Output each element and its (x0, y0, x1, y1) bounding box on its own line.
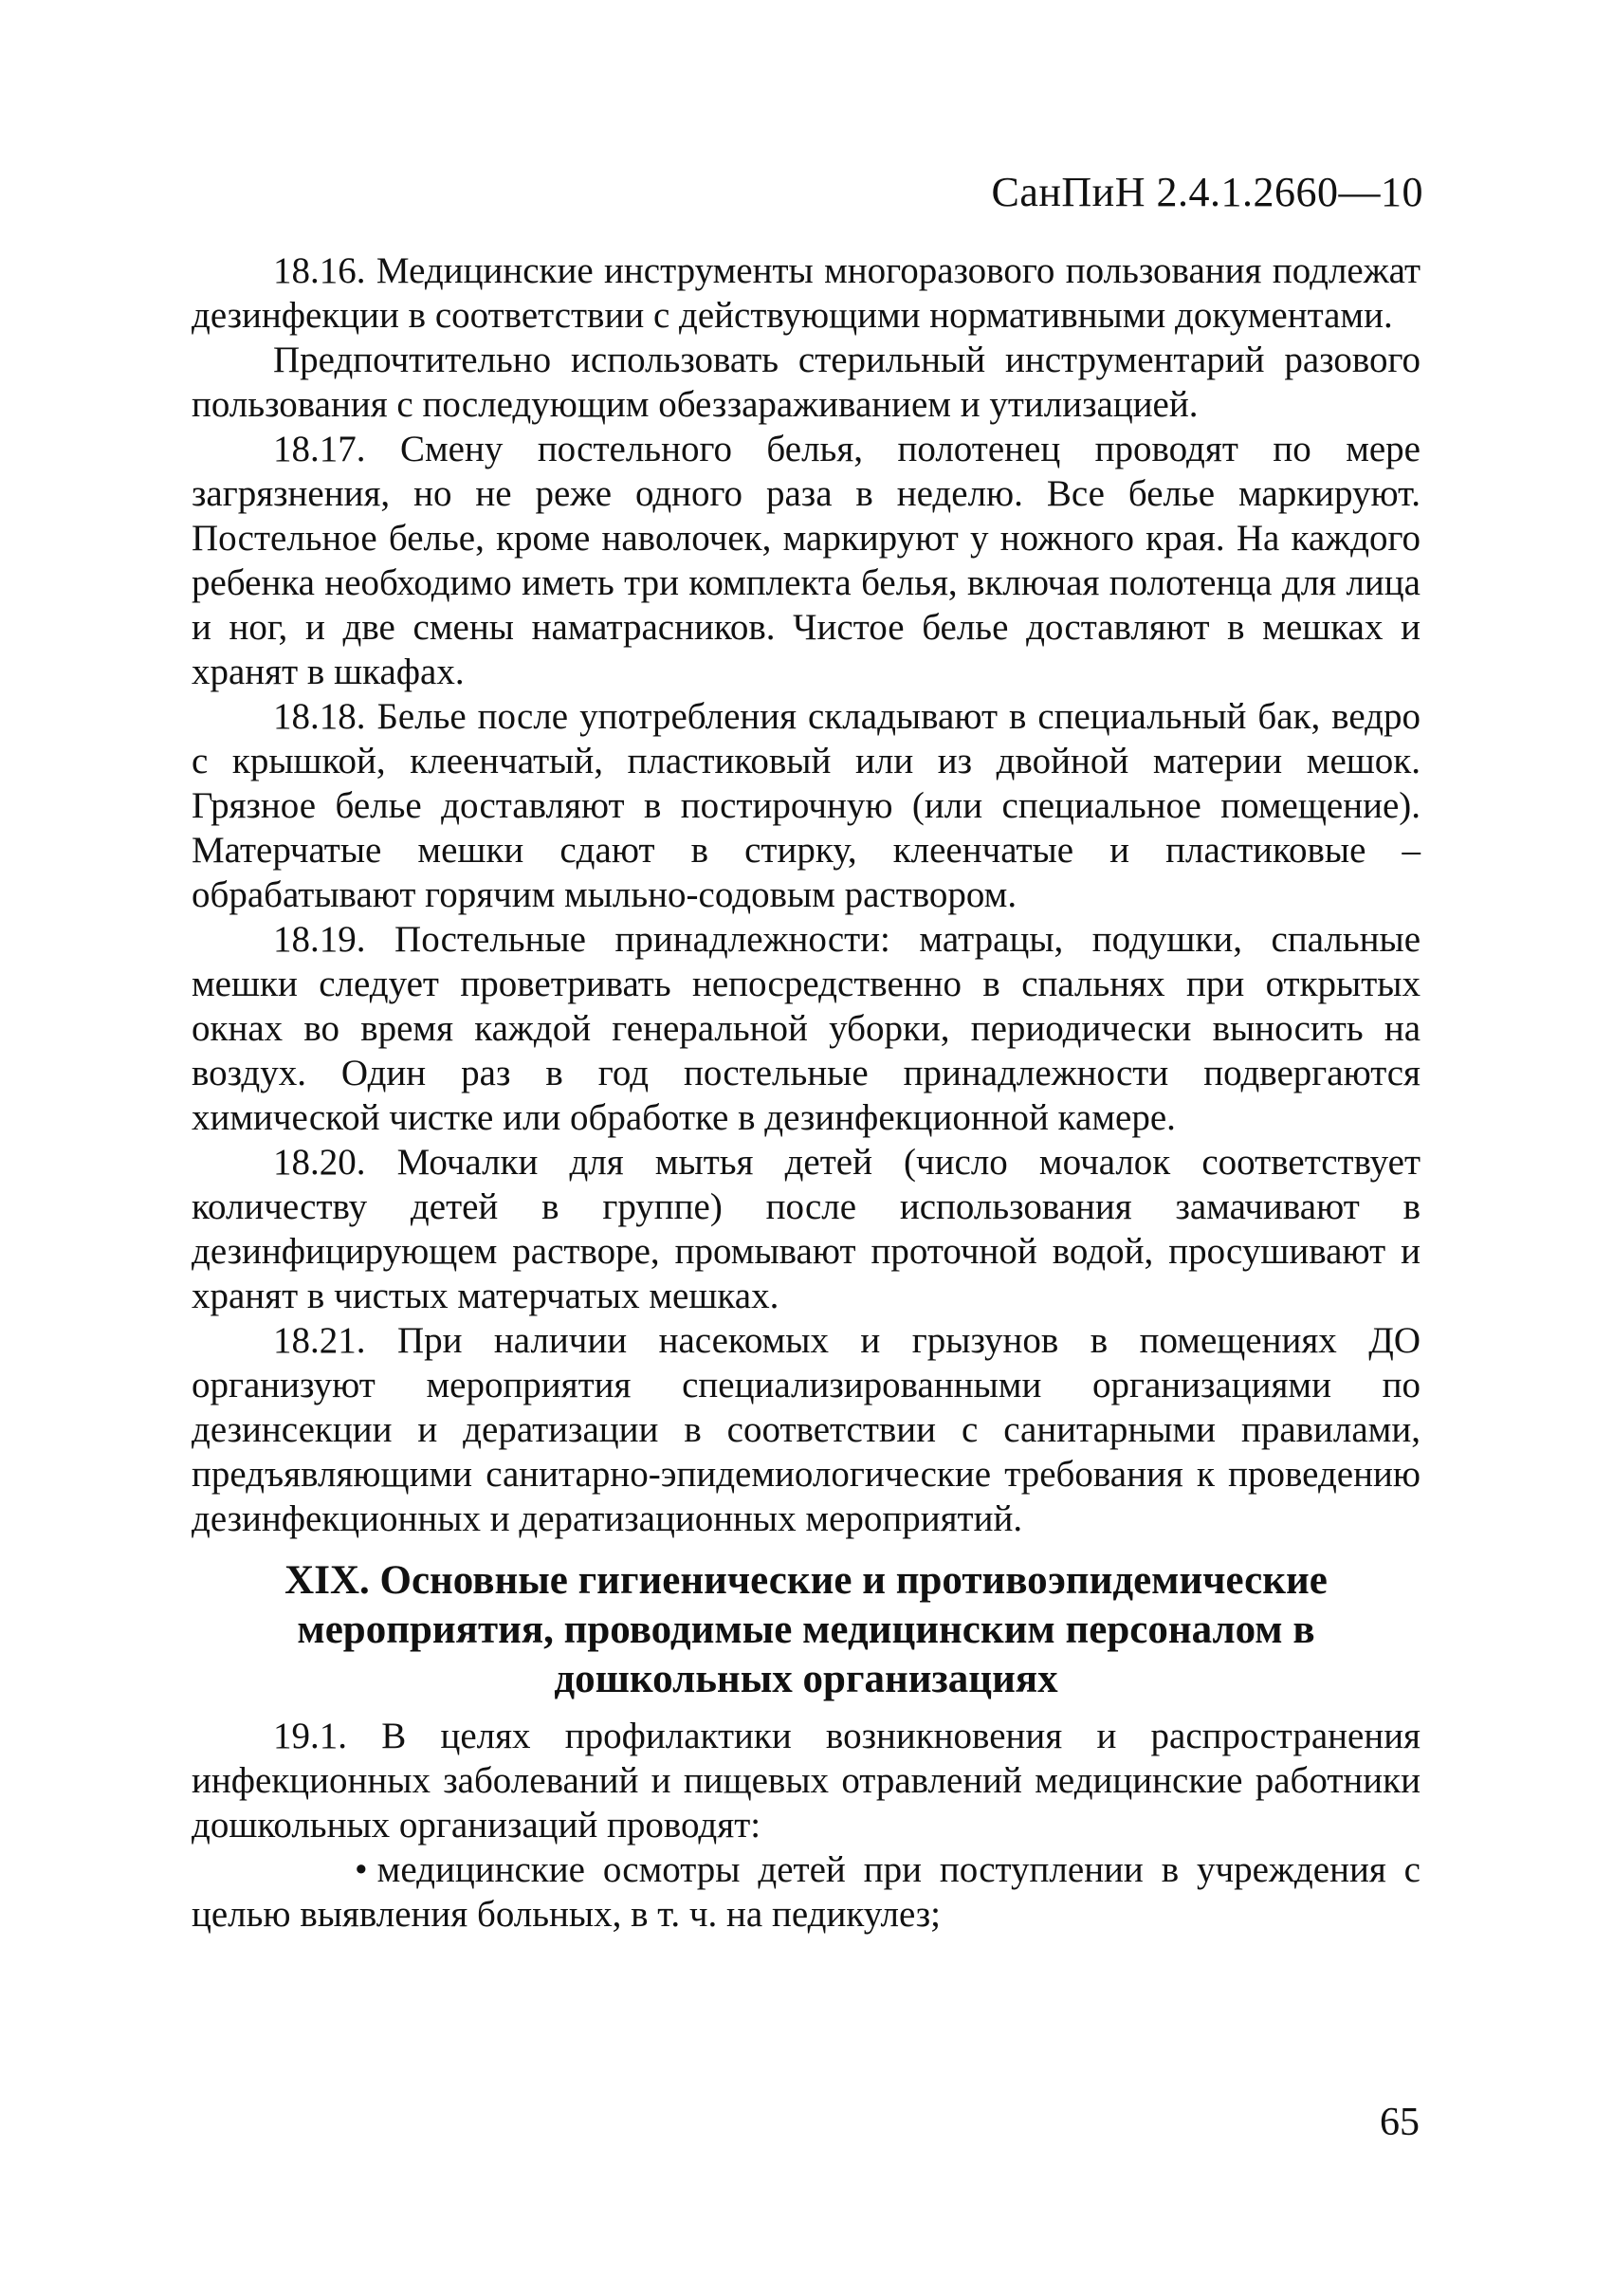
body-text (192, 248, 1421, 1937)
paragraph-19-1: 19.1. В целях профилактики возникновения и распространения инфекционных заболеваний и пищевых отравлений медицинские работники дошкольных организаций проводят: (192, 1716, 1421, 1846)
paragraph-18-19: 18.19. Постельные принадлежности: матрацы, подушки, спальные мешки следует проветривать непосредственно в спальнях при открытых окнах во время каждой генеральной уборки, периодически выносить на воздух. Один раз в год постельные принадлежности подвергаются химической чистке или обработке в дезинфекционной камере. (192, 919, 1421, 1138)
list-item (192, 1847, 1421, 1937)
paragraph-18-21: 18.21. При наличии насекомых и грызунов в помещениях ДО организуют мероприятия специализированными организациями по дезинсекции и дератизации в соответствии с санитарными правилами, предъявляющими санитарно-эпидемиологические требования к проведению дезинфекционных и дератизационных мероприятий. (192, 1320, 1421, 1539)
list-item-text: медицинские осмотры детей при поступлении в учреждения с целью выявления больных, в т. ч. на педикулез; (192, 1849, 1421, 1935)
section-heading: XIX. Основные гигиенические и противоэпидемические мероприятия, проводимые медицинским персоналом в дошкольных организациях (284, 1558, 1328, 1701)
paragraph-18-16: 18.16. Медицинские инструменты многоразового пользования подлежат дезинфекции в соответствии с действующими нормативными документами. (192, 250, 1421, 336)
paragraph-18-17: 18.17. Смену постельного белья, полотенец проводят по мере загрязнения, но не реже одного раза в неделю. Все белье маркируют. Постельное белье, кроме наволочек, маркируют у ножного края. На каждого ребенка необходимо иметь три комплекта белья, включая полотенца для лица и ног, и две смены наматрасников. Чистое белье доставляют в мешках и хранят в шкафах. (192, 429, 1421, 692)
page-number: 65 (1380, 2101, 1420, 2144)
bullet-icon: • (355, 1849, 368, 1890)
paragraph-18-20: 18.20. Мочалки для мытья детей (число мочалок соответствует количеству детей в группе) после использования замачивают в дезинфицирующем растворе, промывают проточной водой, просушивают и хранят в чистых матерчатых мешках. (192, 1142, 1421, 1316)
paragraph-18-16-note: Предпочтительно использовать стерильный инструментарий разового пользования с последующим обеззараживанием и утилизацией. (192, 340, 1421, 425)
running-header: СанПиН 2.4.1.2660—10 (991, 169, 1423, 215)
paragraph-18-18: 18.18. Белье после употребления складывают в специальный бак, ведро с крышкой, клеенчатый, пластиковый или из двойной материи мешок. Грязное белье доставляют в постирочную (или специальное помещение). Матерчатые мешки сдают в стирку, клеенчатые и пластиковые – обрабатывают горячим мыльно-содовым раствором. (192, 696, 1421, 915)
